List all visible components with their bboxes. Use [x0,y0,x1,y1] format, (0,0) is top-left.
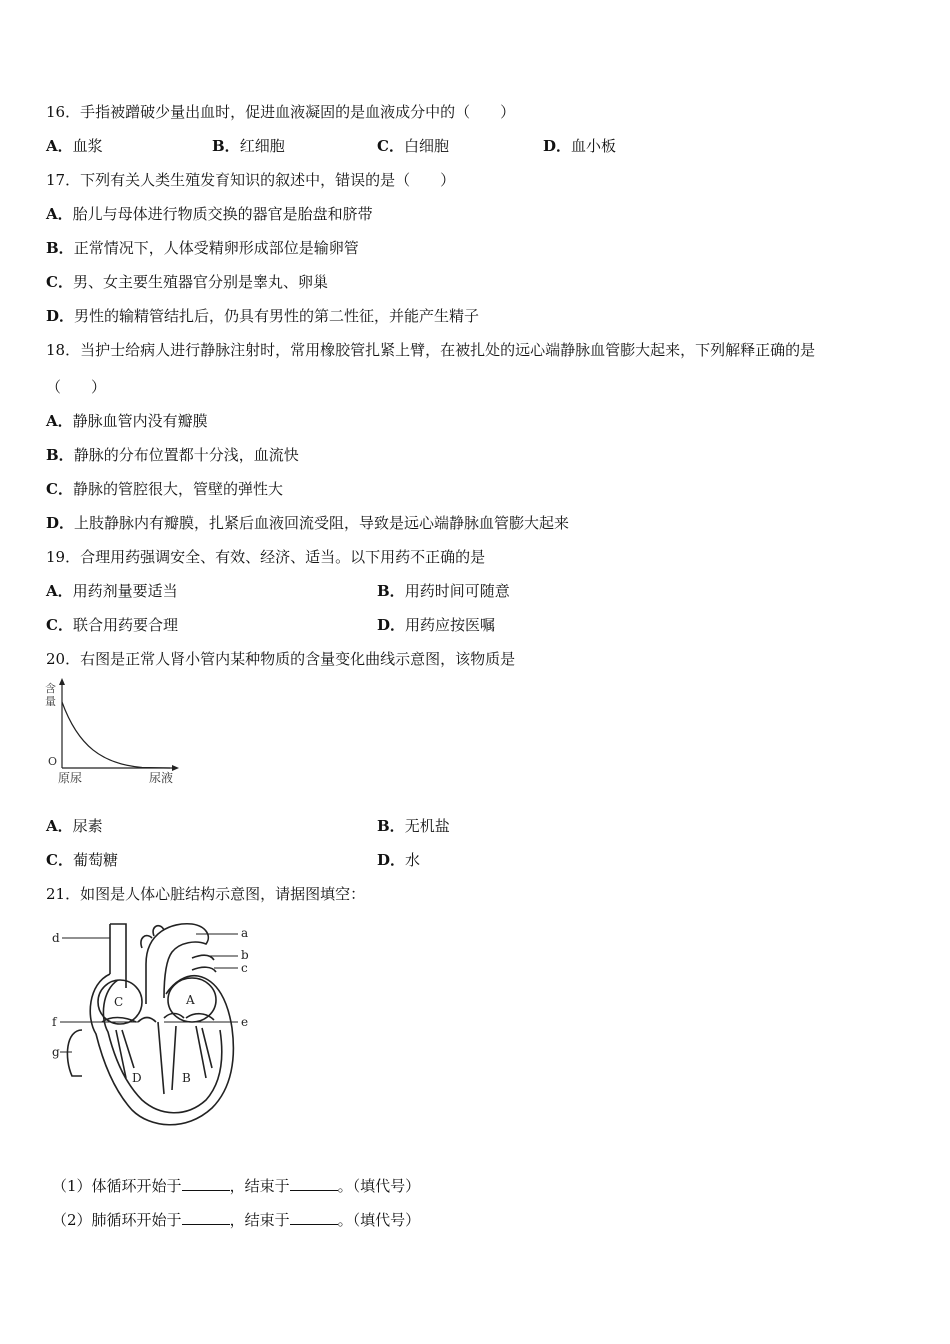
pulmonary-vessels [192,955,216,972]
option-text: 水 [405,851,421,869]
heart-diagram [46,918,256,1140]
q18-stem-continued: （ ） [46,378,107,396]
q19-option-a[interactable] [46,581,178,601]
option-text: 血小板 [571,137,617,155]
superior-vena-cava [110,924,126,988]
option-text: 男、女主要生殖器官分别是睾丸、卵巢 [72,273,328,291]
option-label: A． [46,137,73,155]
q16-option-b[interactable] [212,136,285,156]
inferior-vena-cava [67,1030,82,1076]
q16-stem: 16．手指被蹭破少量出血时，促进血液凝固的是血液成分中的（ ） [46,103,516,121]
q16-option-c[interactable] [377,136,449,156]
q18-option-c[interactable] [46,479,283,499]
option-label: A． [46,582,73,600]
label-b: b [241,948,249,962]
option-label: D． [377,851,406,869]
q16-option-d[interactable] [543,136,616,156]
x-end-label: 尿液 [149,771,174,785]
option-text: 用药剂量要适当 [72,582,178,600]
option-label: B． [377,582,405,600]
content-curve [62,702,170,768]
label-A: A [186,993,195,1007]
option-label: D． [46,514,75,532]
q18-stem: 18．当护士给病人进行静脉注射时，常用橡胶管扎紧上臂，在被扎处的远心端静脉血管膨大起来，下列解释正确的是 [46,341,816,359]
option-label: D． [543,137,572,155]
sub1-blank-start[interactable] [182,1176,230,1191]
sub1-blank-end[interactable] [290,1176,338,1191]
x-axis-arrow [172,765,179,771]
q19-option-c[interactable] [46,615,178,635]
label-D: D [132,1071,142,1085]
option-label: C． [46,851,73,869]
option-text: 尿素 [72,817,103,835]
option-label: D． [46,307,75,325]
label-g: g [52,1045,60,1059]
q18-option-a[interactable] [46,411,208,431]
q18-option-b[interactable] [46,445,299,465]
q17-option-b[interactable] [46,238,359,258]
option-label: B． [46,239,74,257]
sub1-part1: 体循环开始于 [91,1177,182,1195]
option-label: A． [46,817,73,835]
q17-stem: 17．下列有关人类生殖发育知识的叙述中，错误的是（ ） [46,171,456,189]
option-label: B． [212,137,240,155]
chordae-tendineae [116,1026,212,1090]
q21-sub2 [52,1210,420,1230]
option-text: 白细胞 [403,137,449,155]
option-text: 男性的输精管结扎后，仍具有男性的第二性征，并能产生精子 [74,307,480,325]
label-B: B [182,1071,191,1085]
q17-option-a[interactable] [46,204,373,224]
option-text: 正常情况下，人体受精卵形成部位是输卵管 [73,239,359,257]
option-label: D． [377,616,406,634]
sub2-part3: 。（填代号） [337,1211,421,1229]
option-text: 上肢静脉内有瓣膜，扎紧后血液回流受阻，导致是远心端静脉血管膨大起来 [74,514,570,532]
q19-option-b[interactable] [377,581,510,601]
option-text: 红细胞 [239,137,285,155]
q20-option-c[interactable] [46,850,118,870]
option-label: C． [46,616,73,634]
option-label: A． [46,412,73,430]
y-axis-arrow [59,678,65,685]
option-label: C． [46,273,73,291]
q20-option-b[interactable] [377,816,450,836]
option-label: B． [46,446,74,464]
x-start-label: 原尿 [58,771,83,785]
q20-stem: 20．右图是正常人肾小管内某种物质的含量变化曲线示意图，该物质是 [46,650,516,668]
q21-stem: 21．如图是人体心脏结构示意图，请据图填空： [46,885,366,903]
label-e: e [241,1015,249,1029]
option-text: 胎儿与母体进行物质交换的器官是胎盘和脐带 [72,205,373,223]
q18-option-d[interactable] [46,513,569,533]
option-text: 联合用药要合理 [72,616,178,634]
sub1-num: （1） [52,1177,92,1195]
q19-option-d[interactable] [377,615,495,635]
content-curve-graph [42,676,182,788]
option-label: A． [46,205,73,223]
q17-option-c[interactable] [46,272,328,292]
label-C: C [114,995,124,1009]
q16-option-a[interactable] [46,136,103,156]
option-label: C． [46,480,73,498]
sub2-part1: 肺循环开始于 [91,1211,182,1229]
label-f: f [52,1015,57,1029]
sub2-num: （2） [52,1211,92,1229]
option-text: 用药时间可随意 [404,582,510,600]
aortic-arch [146,924,208,1004]
label-c: c [241,961,248,975]
q21-sub1 [52,1176,420,1196]
heart-outline [90,974,233,1125]
option-text: 用药应按医嘱 [405,616,496,634]
option-text: 静脉的管腔很大，管壁的弹性大 [72,480,283,498]
origin-label: O [48,755,58,768]
aorta-branch [141,936,152,948]
q17-option-d[interactable] [46,306,479,326]
option-label: B． [377,817,405,835]
label-a: a [241,926,249,940]
label-d: d [52,931,60,945]
y-label-2: 量 [45,695,56,708]
option-text: 血浆 [72,137,103,155]
q20-option-a[interactable] [46,816,103,836]
sub2-part2: ，结束于 [229,1211,290,1229]
option-text: 葡萄糖 [72,851,118,869]
septum [158,1022,164,1094]
q19-stem: 19．合理用药强调安全、有效、经济、适当。以下用药不正确的是 [46,548,486,566]
option-text: 静脉血管内没有瓣膜 [72,412,208,430]
sub2-blank-start[interactable] [182,1210,230,1225]
option-text: 无机盐 [404,817,450,835]
q20-option-d[interactable] [377,850,420,870]
sub1-part3: 。（填代号） [337,1177,421,1195]
y-label-1: 含 [45,682,56,695]
option-label: C． [377,137,404,155]
option-text: 静脉的分布位置都十分浅，血流快 [73,446,299,464]
sub1-part2: ，结束于 [229,1177,290,1195]
sub2-blank-end[interactable] [290,1210,338,1225]
